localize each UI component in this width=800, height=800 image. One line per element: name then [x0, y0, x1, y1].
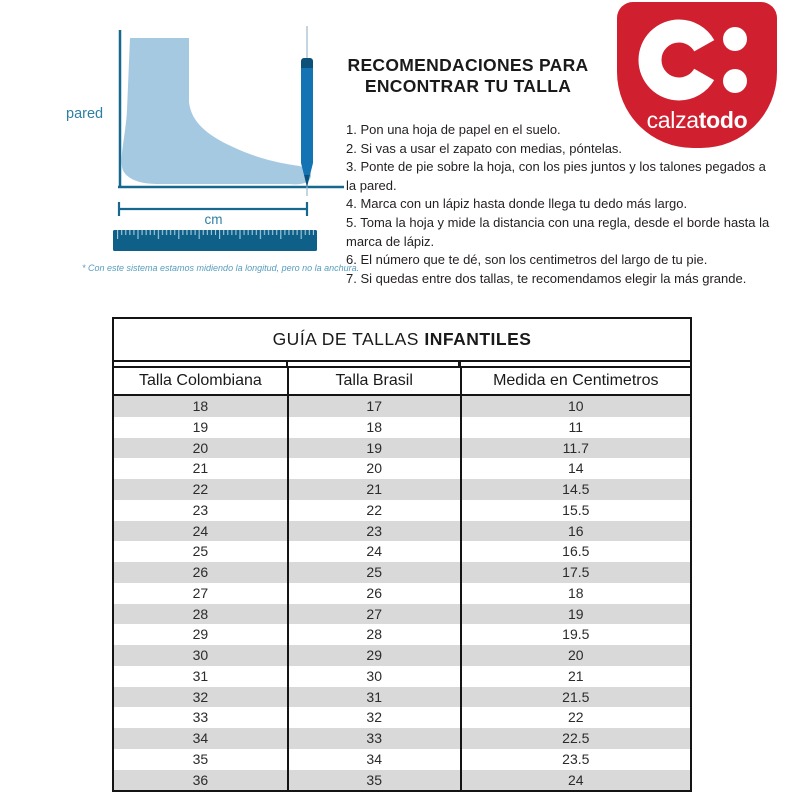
table-cell: 21: [460, 666, 690, 687]
table-cell: 22: [287, 500, 460, 521]
table-cell: 24: [192, 522, 209, 539]
size-table-title: [114, 319, 690, 362]
table-row: [114, 521, 690, 542]
table-cell: 35: [287, 770, 460, 791]
table-cell: 27: [192, 584, 209, 601]
column-header-medida-cm: Medida en Centimetros: [460, 368, 690, 394]
table-cell: 24: [460, 770, 690, 791]
foot-diagram-graphic: [58, 20, 350, 288]
table-cell: 23: [192, 501, 209, 518]
instruction-step: 6. El número que te dé, son los centimetros del largo de tu pie.: [346, 252, 708, 268]
table-row: [114, 479, 690, 500]
recommendations-title: [346, 55, 590, 97]
table-cell: 22.5: [460, 728, 690, 749]
size-table-header: [114, 368, 690, 396]
ruler-icon: [113, 230, 317, 251]
table-cell: 35: [192, 750, 209, 767]
instruction-step: 3. Ponte de pie sobre la hoja, con los pies juntos y los talones pegados a la pared.: [346, 159, 766, 193]
table-cell: 29: [192, 626, 209, 643]
table-cell: 24: [287, 541, 460, 562]
table-cell: 16.5: [460, 541, 690, 562]
table-cell: 18: [192, 398, 209, 414]
brand-wordmark: [617, 107, 777, 134]
instruction-step: 1. Pon una hoja de papel en el suelo.: [346, 122, 561, 137]
table-cell: 21.5: [460, 687, 690, 708]
brand-part1: calza: [646, 107, 699, 133]
table-row: [114, 500, 690, 521]
table-cell: 30: [192, 647, 209, 663]
table-cell: 17: [287, 396, 460, 417]
table-cell: 17.5: [460, 562, 690, 583]
table-cell: 19: [192, 418, 209, 435]
recommendations-title-line1: RECOMENDACIONES PARA: [347, 55, 589, 75]
diagram-caption: * Con este sistema estamos midiendo la longitud, pero no la anchura.: [82, 263, 360, 273]
table-cell: 10: [460, 396, 690, 417]
instruction-step: 4. Marca con un lápiz hasta donde llega tu dedo más largo.: [346, 196, 688, 212]
table-cell: 26: [192, 564, 209, 580]
table-cell: 28: [287, 624, 460, 645]
size-table-body: [114, 396, 690, 790]
table-cell: 25: [192, 543, 209, 560]
table-cell: 15.5: [460, 500, 690, 521]
foot-silhouette: [122, 38, 311, 184]
c-colon-icon: [623, 10, 771, 110]
table-row: [114, 417, 690, 438]
calzatodo-logo: [617, 2, 777, 148]
wall-label: pared: [66, 106, 104, 122]
table-row: [114, 707, 690, 728]
table-cell: 27: [287, 604, 460, 625]
table-cell: 14: [460, 458, 690, 479]
table-cell: 11: [460, 417, 690, 438]
table-cell: 31: [287, 687, 460, 708]
column-header-talla-brasil: Talla Brasil: [287, 368, 460, 394]
instruction-step: 5. Toma la hoja y mide la distancia con una regla, desde el borde hasta la marca de lápiz.: [346, 214, 770, 249]
cm-label: cm: [204, 212, 223, 227]
size-table-title-bold: INFANTILES: [424, 329, 532, 349]
table-row: [114, 396, 690, 417]
table-cell: 29: [287, 645, 460, 666]
table-cell: 33: [192, 709, 209, 726]
size-table-title-regular: GUÍA DE TALLAS: [272, 329, 425, 349]
instruction-step: 7. Si quedas entre dos tallas, te recomendamos elegir la más grande.: [346, 270, 747, 286]
table-cell: 25: [287, 562, 460, 583]
table-row: [114, 687, 690, 708]
column-header-talla-colombiana: Talla Colombiana: [139, 372, 262, 389]
instruction-step: 2. Si vas a usar el zapato con medias, póntelas.: [346, 140, 623, 156]
table-cell: 19: [460, 604, 690, 625]
table-row: [114, 728, 690, 749]
table-cell: 18: [287, 417, 460, 438]
table-cell: 21: [287, 479, 460, 500]
table-row: [114, 541, 690, 562]
size-guide-table: [112, 317, 692, 792]
table-cell: 14.5: [460, 479, 690, 500]
brand-part2: todo: [698, 107, 748, 133]
table-cell: 26: [287, 583, 460, 604]
table-cell: 20: [287, 458, 460, 479]
size-table-divider: [114, 362, 690, 368]
table-cell: 21: [192, 460, 209, 477]
table-cell: 34: [192, 730, 209, 746]
table-cell: 34: [287, 749, 460, 770]
table-cell: 32: [192, 688, 209, 705]
table-cell: 22: [192, 481, 209, 497]
table-cell: 19: [287, 438, 460, 459]
table-row: [114, 583, 690, 604]
recommendations-title-line2: ENCONTRAR TU TALLA: [364, 76, 572, 96]
table-cell: 18: [460, 583, 690, 604]
table-cell: 33: [287, 728, 460, 749]
table-row: [114, 604, 690, 625]
table-cell: 19.5: [460, 624, 690, 645]
table-row: [114, 645, 690, 666]
table-cell: 28: [192, 605, 209, 622]
table-row: [114, 624, 690, 645]
table-cell: 16: [460, 521, 690, 542]
table-cell: 20: [460, 645, 690, 666]
table-cell: 23.5: [460, 749, 690, 770]
table-cell: 36: [192, 771, 209, 788]
table-cell: 11.7: [460, 438, 690, 459]
table-cell: 20: [192, 439, 209, 456]
table-cell: 30: [287, 666, 460, 687]
table-row: [114, 770, 690, 791]
table-row: [114, 749, 690, 770]
table-cell: 23: [287, 521, 460, 542]
table-cell: 32: [287, 707, 460, 728]
table-row: [114, 438, 690, 459]
table-row: [114, 458, 690, 479]
table-row: [114, 562, 690, 583]
foot-measuring-diagram: [58, 20, 360, 288]
table-cell: 22: [460, 707, 690, 728]
table-row: [114, 666, 690, 687]
table-cell: 31: [192, 667, 209, 684]
